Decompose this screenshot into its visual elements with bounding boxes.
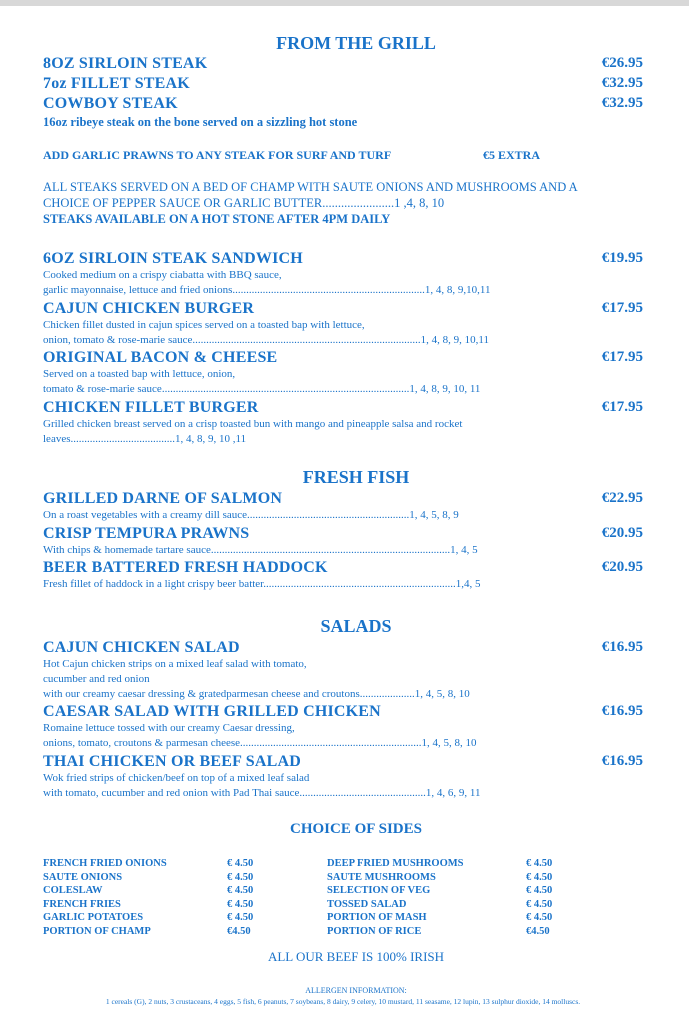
item-name: CRISP TEMPURA PRAWNS — [43, 525, 250, 542]
side-price: € 4.50 — [227, 858, 254, 869]
menu-item-haddock — [43, 559, 643, 577]
salads-heading: SALADS — [320, 616, 392, 636]
item-name: GRILLED DARNE OF SALMON — [43, 490, 283, 507]
item-name: CAESAR SALAD WITH GRILLED CHICKEN — [43, 703, 381, 720]
side-price: € 4.50 — [227, 871, 254, 883]
side-price: € 4.50 — [526, 885, 553, 897]
item-name: CHICKEN FILLET BURGER — [43, 399, 259, 416]
side-price: € 4.50 — [526, 898, 553, 910]
menu-item-fillet — [43, 75, 643, 93]
item-description: leaves......................................1, 4, 8, 9, 10 ,11 — [43, 433, 247, 445]
side-price: € 4.50 — [227, 912, 254, 924]
item-price: €19.95 — [601, 250, 643, 266]
item-price: €22.95 — [601, 490, 643, 506]
item-price: €20.95 — [601, 525, 643, 541]
menu-item-salmon — [43, 490, 643, 508]
item-description: Romaine lettuce tossed with our creamy Caesar dressing, — [43, 722, 295, 734]
item-name: BEER BATTERED FRESH HADDOCK — [43, 559, 328, 576]
side-price: €4.50 — [227, 925, 251, 937]
item-price: €17.95 — [601, 300, 643, 316]
item-price: €26.95 — [601, 55, 643, 71]
item-price: €16.95 — [601, 753, 643, 769]
grill-heading: FROM THE GRILL — [276, 33, 436, 53]
sides-left-names — [43, 858, 167, 940]
item-description: tomato & rose-marie sauce..........................................................................................1, 4, 8, 9, 10, 11 — [43, 383, 481, 395]
menu-item-cajun-burger — [43, 300, 643, 318]
side-price: € 4.50 — [227, 885, 254, 897]
item-name: CAJUN CHICKEN SALAD — [43, 639, 240, 656]
menu-item-caesar-salad — [43, 703, 643, 721]
item-price: €32.95 — [601, 95, 643, 111]
item-description: with tomato, cucumber and red onion with Pad Thai sauce..............................................1, 4, 6, 9, 11 — [43, 787, 481, 799]
sides-right-names — [327, 858, 464, 940]
menu-item-bacon-cheese — [43, 349, 643, 367]
surf-turf-text: ADD GARLIC PRAWNS TO ANY STEAK FOR SURF AND TURF — [43, 148, 392, 162]
sides-left-prices — [227, 858, 253, 940]
side-name: PORTION OF MASH — [327, 912, 427, 924]
item-name: THAI CHICKEN OR BEEF SALAD — [43, 753, 301, 770]
menu-item-prawns — [43, 525, 643, 543]
side-name: PORTION OF RICE — [327, 925, 422, 937]
item-price: €20.95 — [601, 559, 643, 575]
menu-item-cajun-salad — [43, 639, 643, 657]
side-name: FRENCH FRIED ONIONS — [43, 858, 167, 869]
side-price: € 4.50 — [526, 858, 553, 869]
side-price: € 4.50 — [526, 912, 553, 924]
item-description: Wok fried strips of chicken/beef on top of a mixed leaf salad — [43, 772, 310, 784]
side-price: € 4.50 — [227, 898, 254, 910]
item-name: 6OZ SIRLOIN STEAK SANDWICH — [43, 250, 303, 267]
item-price: €17.95 — [601, 399, 643, 415]
sides-right-prices — [526, 858, 552, 940]
side-name: SELECTION OF VEG — [327, 885, 431, 897]
item-description: onions, tomato, croutons & parmesan cheese..................................................................1, 4, 5, 8, 10 — [43, 737, 477, 749]
side-name: FRENCH FRIES — [43, 898, 121, 910]
item-description: cucumber and red onion — [43, 673, 150, 685]
side-name: SAUTE MUSHROOMS — [327, 871, 436, 883]
cowboy-description: 16oz ribeye steak on the bone served on a sizzling hot stone — [43, 115, 358, 129]
item-description: With chips & homemade tartare sauce.......................................................................................1, 4, 5 — [43, 544, 478, 556]
item-description: Grilled chicken breast served on a crisp toasted bun with mango and pineapple salsa and rocket — [43, 418, 463, 430]
side-name: GARLIC POTATOES — [43, 912, 144, 924]
side-name: DEEP FRIED MUSHROOMS — [327, 858, 464, 869]
item-price: €17.95 — [601, 349, 643, 365]
item-price: €16.95 — [601, 639, 643, 655]
item-name: ORIGINAL BACON & CHEESE — [43, 349, 278, 366]
fish-heading: FRESH FISH — [302, 467, 410, 487]
surf-turf-price: €5 EXTRA — [483, 148, 541, 162]
menu-item-thai-salad — [43, 753, 643, 771]
side-price: € 4.50 — [526, 871, 553, 883]
side-name: PORTION OF CHAMP — [43, 925, 151, 937]
item-description: with our creamy caesar dressing & gratedparmesan cheese and croutons....................1, 4, 5, 8, 10 — [43, 688, 470, 700]
item-description: Fresh fillet of haddock in a light crispy beer batter......................................................................1,4, 5 — [43, 578, 481, 590]
allergen-list: 1 cereals (G), 2 nuts, 3 crustaceans, 4 eggs, 5 fish, 6 peanuts, 7 soybeans, 8 dairy, 9 celery, 10 mustard, 11 seasame, 12 lupin, 13 sulphur dioxide, 14 molluscs. — [105, 997, 581, 1006]
item-description: onion, tomato & rose-marie sauce...................................................................................1, 4, 8, 9, 10,11 — [43, 334, 489, 346]
item-name: CAJUN CHICKEN BURGER — [43, 300, 255, 317]
menu-item-chicken-fillet — [43, 399, 643, 417]
top-border — [0, 0, 689, 6]
side-price: €4.50 — [526, 925, 550, 937]
item-description: Hot Cajun chicken strips on a mixed leaf salad with tomato, — [43, 658, 307, 670]
item-name: 7oz FILLET STEAK — [43, 75, 190, 92]
side-name: COLESLAW — [43, 885, 103, 897]
allergen-title: ALLERGEN INFORMATION: — [305, 986, 407, 995]
item-description: On a roast vegetables with a creamy dill sauce...........................................................1, 4, 5, 8, 9 — [43, 509, 459, 521]
menu-item-cowboy — [43, 95, 643, 113]
sides-heading: CHOICE OF SIDES — [290, 821, 422, 837]
hot-stone-note: STEAKS AVAILABLE ON A HOT STONE AFTER 4PM DAILY — [43, 212, 391, 226]
champ-note-line2: CHOICE OF PEPPER SAUCE OR GARLIC BUTTER.......................1 ,4, 8, 10 — [43, 196, 445, 210]
menu-item-steak-sandwich — [43, 250, 643, 268]
item-name: 8OZ SIRLOIN STEAK — [43, 55, 208, 72]
item-description: Chicken fillet dusted in cajun spices served on a toasted bap with lettuce, — [43, 319, 365, 331]
item-description: Served on a toasted bap with lettuce, onion, — [43, 368, 236, 380]
item-name: COWBOY STEAK — [43, 95, 178, 112]
surf-turf-note — [43, 147, 541, 163]
side-name: TOSSED SALAD — [327, 898, 407, 910]
side-name: SAUTE ONIONS — [43, 871, 123, 883]
item-description: Cooked medium on a crispy ciabatta with BBQ sauce, — [43, 269, 282, 281]
item-price: €16.95 — [601, 703, 643, 719]
menu-item-sirloin — [43, 55, 643, 73]
item-description: garlic mayonnaise, lettuce and fried onions......................................................................1, 4, 8, 9,10,11 — [43, 284, 491, 296]
irish-beef-note: ALL OUR BEEF IS 100% IRISH — [267, 949, 445, 964]
item-price: €32.95 — [601, 75, 643, 91]
champ-note-line1: ALL STEAKS SERVED ON A BED OF CHAMP WITH SAUTE ONIONS AND MUSHROOMS AND A — [43, 180, 578, 194]
